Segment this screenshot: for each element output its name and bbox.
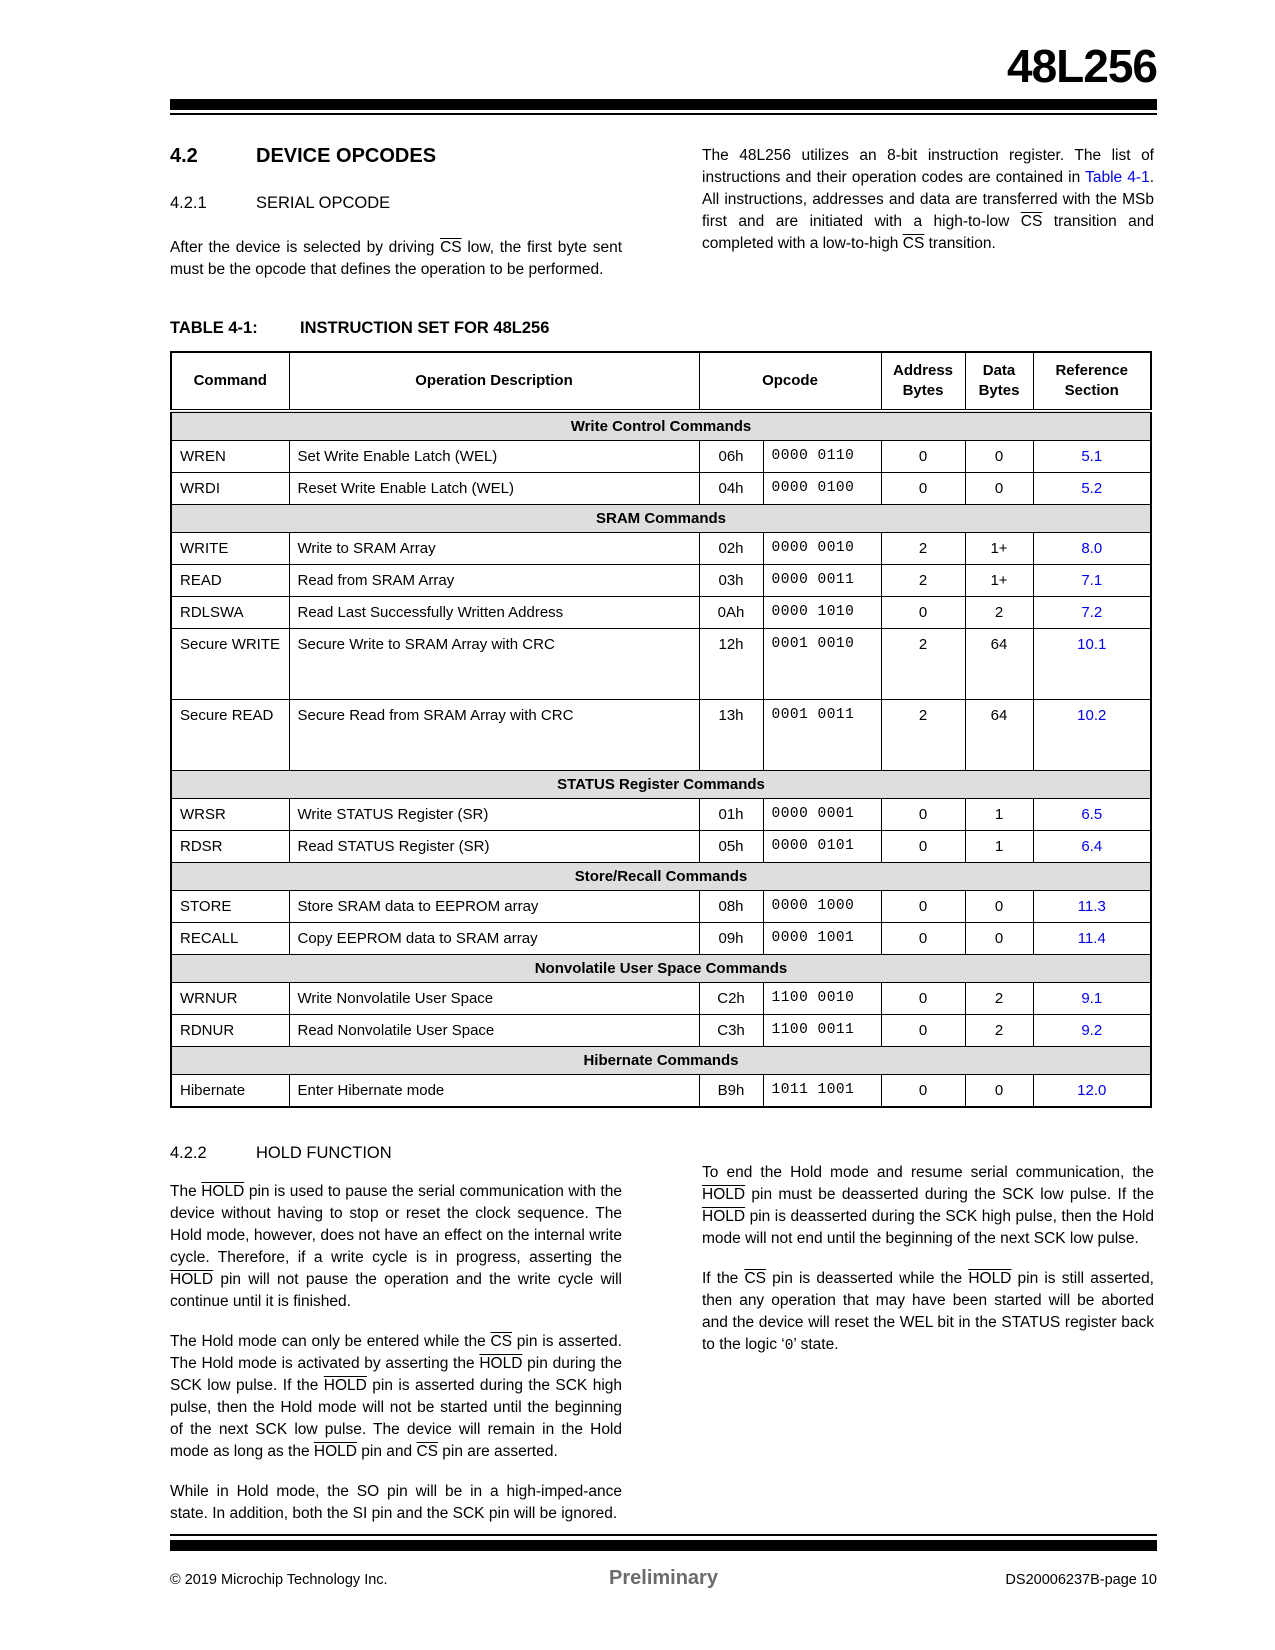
cell-opcode-hex: C3h bbox=[699, 1015, 763, 1047]
cell-opcode-hex: 09h bbox=[699, 923, 763, 955]
table-group-title: Nonvolatile User Space Commands bbox=[171, 955, 1151, 983]
text-run: The 48L256 utilizes an 8-bit instruction register. The list of instructions and their operation codes are contained in bbox=[702, 147, 1154, 187]
signal-cs: $\overline{CS}$ bbox=[490, 1333, 513, 1351]
table-row bbox=[171, 473, 1151, 505]
table-group-title: SRAM Commands bbox=[171, 505, 1151, 533]
cell-address-bytes: 0 bbox=[881, 1075, 965, 1108]
text-run: transition. bbox=[924, 235, 996, 253]
table-row bbox=[171, 799, 1151, 831]
signal-hold: HOLD bbox=[702, 1186, 746, 1204]
cell-opcode-binary: 0000 0001 bbox=[763, 799, 881, 831]
cell-description: Read Last Successfully Written Address bbox=[289, 597, 699, 629]
reference-section-link[interactable]: 12.0 bbox=[1033, 1075, 1151, 1108]
cell-opcode-binary: 0000 1000 bbox=[763, 891, 881, 923]
cell-opcode-hex: 12h bbox=[699, 629, 763, 700]
table-row bbox=[171, 629, 1151, 700]
cell-description: Secure Read from SRAM Array with CRC bbox=[289, 700, 699, 771]
cell-command: WRNUR bbox=[171, 983, 289, 1015]
hold-left-paragraphs bbox=[170, 1181, 622, 1525]
cell-address-bytes: 0 bbox=[881, 441, 965, 473]
body-paragraph bbox=[170, 237, 622, 281]
cell-data-bytes: 64 bbox=[965, 700, 1033, 771]
intro-left-paragraphs bbox=[170, 237, 622, 281]
cell-description: Copy EEPROM data to SRAM array bbox=[289, 923, 699, 955]
table-row bbox=[171, 441, 1151, 473]
hold-right-paragraphs bbox=[702, 1162, 1154, 1357]
text-run: pin is asserted during the SCK high pulse, then the Hold mode will not be started until the beginning of the next SCK low pulse. The device will remain in the Hold mode as long as the bbox=[170, 1377, 623, 1461]
cell-data-bytes: 0 bbox=[965, 923, 1033, 955]
table-group-title: STATUS Register Commands bbox=[171, 771, 1151, 799]
header-rule-thin bbox=[170, 113, 1157, 115]
reference-section-link[interactable]: 6.5 bbox=[1033, 799, 1151, 831]
table-group-title: Store/Recall Commands bbox=[171, 863, 1151, 891]
column-header-opcode: Opcode bbox=[699, 352, 881, 411]
cell-opcode-hex: 08h bbox=[699, 891, 763, 923]
cell-command: RDLSWA bbox=[171, 597, 289, 629]
cell-data-bytes: 1 bbox=[965, 831, 1033, 863]
cell-opcode-binary: 0001 0010 bbox=[763, 629, 881, 700]
signal-cs: $\overline{CS}$ bbox=[440, 239, 462, 257]
section-heading-4-2 bbox=[170, 145, 622, 168]
table-group-row bbox=[171, 955, 1151, 983]
reference-section-link[interactable]: 10.2 bbox=[1033, 700, 1151, 771]
cell-data-bytes: 0 bbox=[965, 441, 1033, 473]
cell-command: RDSR bbox=[171, 831, 289, 863]
body-paragraph bbox=[170, 1181, 622, 1313]
text-run: pin is used to pause the serial communication with the device without having to stop or reset the clock sequence. The Hold mode, however, does not have an effect on the internal write cycle. Therefore, if a write cycle is in progress, asserting the bbox=[170, 1183, 623, 1267]
section-title: DEVICE OPCODES bbox=[256, 145, 437, 168]
table-group-row bbox=[171, 771, 1151, 799]
cell-opcode-binary: 0000 1001 bbox=[763, 923, 881, 955]
text-run: pin is deasserted during the SCK high pulse, then the Hold mode will not end until the beginning of the next SCK low pulse. bbox=[702, 1208, 1154, 1248]
table-row bbox=[171, 1075, 1151, 1108]
section-title: SERIAL OPCODE bbox=[256, 194, 391, 213]
table-row bbox=[171, 1015, 1151, 1047]
cell-data-bytes: 2 bbox=[965, 983, 1033, 1015]
cell-address-bytes: 0 bbox=[881, 983, 965, 1015]
cell-address-bytes: 0 bbox=[881, 891, 965, 923]
cell-data-bytes: 2 bbox=[965, 1015, 1033, 1047]
reference-section-link[interactable]: 6.4 bbox=[1033, 831, 1151, 863]
cell-opcode-binary: 0001 0011 bbox=[763, 700, 881, 771]
footer-status: Preliminary bbox=[609, 1567, 718, 1589]
cell-opcode-hex: C2h bbox=[699, 983, 763, 1015]
section-number: 4.2 bbox=[170, 145, 198, 168]
cell-command: Hibernate bbox=[171, 1075, 289, 1108]
section-number: 4.2.2 bbox=[170, 1144, 207, 1163]
section-heading-4-2-2 bbox=[170, 1144, 622, 1163]
cell-address-bytes: 0 bbox=[881, 1015, 965, 1047]
cell-description: Store SRAM data to EEPROM array bbox=[289, 891, 699, 923]
cell-address-bytes: 2 bbox=[881, 629, 965, 700]
signal-hold: HOLD bbox=[479, 1355, 523, 1373]
cell-description: Write to SRAM Array bbox=[289, 533, 699, 565]
cell-opcode-hex: 01h bbox=[699, 799, 763, 831]
reference-section-link[interactable]: 10.1 bbox=[1033, 629, 1151, 700]
table-group-title: Hibernate Commands bbox=[171, 1047, 1151, 1075]
cell-opcode-binary: 0000 0101 bbox=[763, 831, 881, 863]
cell-description: Write Nonvolatile User Space bbox=[289, 983, 699, 1015]
cell-address-bytes: 0 bbox=[881, 799, 965, 831]
signal-cs: $\overline{CS}$ bbox=[744, 1270, 766, 1288]
text-run: low, the first byte sent must be the opcode that defines the operation to be performed. bbox=[170, 239, 623, 279]
cell-opcode-hex: 03h bbox=[699, 565, 763, 597]
cell-data-bytes: 0 bbox=[965, 1075, 1033, 1108]
column-header-command: Command bbox=[171, 352, 289, 411]
table-header-row bbox=[171, 352, 1151, 411]
cell-data-bytes: 1+ bbox=[965, 565, 1033, 597]
text-run: pin during the SCK low pulse. If the bbox=[170, 1355, 622, 1395]
cell-opcode-hex: 13h bbox=[699, 700, 763, 771]
reference-section-link[interactable]: 11.4 bbox=[1033, 923, 1151, 955]
text-run: pin is deasserted while the bbox=[766, 1270, 969, 1288]
cell-command: READ bbox=[171, 565, 289, 597]
table-row bbox=[171, 831, 1151, 863]
cell-opcode-hex: 02h bbox=[699, 533, 763, 565]
cell-command: RDNUR bbox=[171, 1015, 289, 1047]
cell-command: WRITE bbox=[171, 533, 289, 565]
body-paragraph bbox=[170, 1481, 622, 1525]
signal-cs: $\overline{CS}$ bbox=[902, 235, 925, 253]
table-row bbox=[171, 700, 1151, 771]
page-footer bbox=[170, 1534, 1157, 1590]
cell-command: WREN bbox=[171, 441, 289, 473]
reference-section-link[interactable]: 9.2 bbox=[1033, 1015, 1151, 1047]
signal-hold: HOLD bbox=[313, 1443, 357, 1461]
reference-section-link[interactable]: 5.1 bbox=[1033, 441, 1151, 473]
text-run: The Hold mode can only be entered while the bbox=[170, 1333, 491, 1351]
cell-address-bytes: 2 bbox=[881, 533, 965, 565]
cell-description: Enter Hibernate mode bbox=[289, 1075, 699, 1108]
intro-right-column bbox=[702, 145, 1154, 281]
cell-description: Write STATUS Register (SR) bbox=[289, 799, 699, 831]
footer-doc-id: DS20006237B-page 10 bbox=[1005, 1572, 1157, 1588]
cell-opcode-binary: 0000 0011 bbox=[763, 565, 881, 597]
cell-opcode-hex: B9h bbox=[699, 1075, 763, 1108]
signal-hold: HOLD bbox=[170, 1271, 214, 1289]
page-title: 48L256 bbox=[1006, 40, 1157, 92]
table-caption-label: TABLE 4-1: bbox=[170, 319, 258, 338]
table-row bbox=[171, 565, 1151, 597]
section-number: 4.2.1 bbox=[170, 194, 207, 213]
table-row bbox=[171, 597, 1151, 629]
signal-hold: HOLD bbox=[968, 1270, 1012, 1288]
cell-command: STORE bbox=[171, 891, 289, 923]
intro-left-column bbox=[170, 145, 622, 281]
cross-reference-link[interactable]: Table 4-1 bbox=[1085, 169, 1150, 187]
text-run: ’ state. bbox=[793, 1336, 839, 1354]
cell-address-bytes: 0 bbox=[881, 831, 965, 863]
cell-data-bytes: 2 bbox=[965, 597, 1033, 629]
cell-address-bytes: 0 bbox=[881, 473, 965, 505]
cell-command: WRSR bbox=[171, 799, 289, 831]
cell-opcode-binary: 0000 0100 bbox=[763, 473, 881, 505]
cell-address-bytes: 0 bbox=[881, 597, 965, 629]
cell-data-bytes: 0 bbox=[965, 891, 1033, 923]
text-run: transition and completed with a low-to-high bbox=[702, 213, 1154, 253]
table-group-row bbox=[171, 863, 1151, 891]
hold-right-column bbox=[702, 1144, 1154, 1525]
instruction-set-table bbox=[170, 351, 1152, 1108]
table-row bbox=[171, 983, 1151, 1015]
cell-data-bytes: 1 bbox=[965, 799, 1033, 831]
cell-description: Reset Write Enable Latch (WEL) bbox=[289, 473, 699, 505]
column-header-description: Operation Description bbox=[289, 352, 699, 411]
table-group-row bbox=[171, 411, 1151, 441]
table-row bbox=[171, 923, 1151, 955]
footer-rule-thick bbox=[170, 1540, 1157, 1551]
text-run: pin and bbox=[356, 1443, 417, 1461]
cell-command: Secure READ bbox=[171, 700, 289, 771]
cell-opcode-binary: 1100 0010 bbox=[763, 983, 881, 1015]
cell-opcode-hex: 06h bbox=[699, 441, 763, 473]
body-paragraph bbox=[170, 1331, 622, 1463]
logic-value: 0 bbox=[784, 1338, 794, 1355]
text-run: The bbox=[170, 1183, 202, 1201]
cell-data-bytes: 1+ bbox=[965, 533, 1033, 565]
cell-opcode-binary: 0000 1010 bbox=[763, 597, 881, 629]
cell-description: Secure Write to SRAM Array with CRC bbox=[289, 629, 699, 700]
header-rule bbox=[170, 99, 1157, 115]
section-heading-4-2-1 bbox=[170, 194, 622, 213]
instruction-table-block bbox=[170, 319, 1157, 1108]
table-group-row bbox=[171, 1047, 1151, 1075]
footer-copyright: © 2019 Microchip Technology Inc. bbox=[170, 1572, 388, 1588]
body-paragraph bbox=[702, 1162, 1154, 1250]
table-row bbox=[171, 891, 1151, 923]
body-paragraph bbox=[702, 1268, 1154, 1357]
signal-hold: HOLD bbox=[323, 1377, 367, 1395]
cell-data-bytes: 0 bbox=[965, 473, 1033, 505]
cell-opcode-binary: 0000 0110 bbox=[763, 441, 881, 473]
header-rule-thick bbox=[170, 99, 1157, 110]
cell-address-bytes: 2 bbox=[881, 565, 965, 597]
text-run: After the device is selected by driving bbox=[170, 239, 441, 257]
cell-opcode-hex: 04h bbox=[699, 473, 763, 505]
cell-command: RECALL bbox=[171, 923, 289, 955]
text-run: pin is still asserted, then any operation that may have been started will be aborted and the device will reset the WEL bit in the STATUS register back to the logic ‘ bbox=[702, 1270, 1154, 1354]
text-run: . All instructions, addresses and data are transferred with the MSb first and are initiated with a high-to-low bbox=[702, 169, 1155, 231]
column-header-reference-section: Reference Section bbox=[1033, 352, 1151, 411]
cell-description: Read STATUS Register (SR) bbox=[289, 831, 699, 863]
text-run: pin must be deasserted during the SCK low pulse. If the bbox=[745, 1186, 1154, 1204]
cell-description: Read from SRAM Array bbox=[289, 565, 699, 597]
table-caption-title: INSTRUCTION SET FOR 48L256 bbox=[300, 319, 550, 338]
column-header-address-bytes: Address Bytes bbox=[881, 352, 965, 411]
cell-description: Read Nonvolatile User Space bbox=[289, 1015, 699, 1047]
cell-address-bytes: 2 bbox=[881, 700, 965, 771]
cell-command: Secure WRITE bbox=[171, 629, 289, 700]
cell-address-bytes: 0 bbox=[881, 923, 965, 955]
signal-cs: $\overline{CS}$ bbox=[1020, 213, 1043, 231]
reference-section-link[interactable]: 9.1 bbox=[1033, 983, 1151, 1015]
text-run: To end the Hold mode and resume serial communication, the bbox=[702, 1164, 1154, 1182]
intro-right-paragraphs bbox=[702, 145, 1154, 255]
text-run: pin will not pause the operation and the write cycle will continue until it is finished. bbox=[170, 1271, 622, 1311]
signal-cs: $\overline{CS}$ bbox=[416, 1443, 438, 1461]
cell-command: WRDI bbox=[171, 473, 289, 505]
table-caption bbox=[170, 319, 1157, 338]
cell-opcode-binary: 1100 0011 bbox=[763, 1015, 881, 1047]
reference-section-link[interactable]: 7.1 bbox=[1033, 565, 1151, 597]
table-row bbox=[171, 533, 1151, 565]
body-paragraph bbox=[702, 145, 1154, 255]
cell-opcode-binary: 1011 1001 bbox=[763, 1075, 881, 1108]
reference-section-link[interactable]: 8.0 bbox=[1033, 533, 1151, 565]
reference-section-link[interactable]: 11.3 bbox=[1033, 891, 1151, 923]
section-title: HOLD FUNCTION bbox=[256, 1144, 392, 1163]
hold-function-section bbox=[170, 1144, 1157, 1525]
footer-rule-thin bbox=[170, 1534, 1157, 1536]
table-group-row bbox=[171, 505, 1151, 533]
text-run: pin is asserted. The Hold mode is activated by asserting the bbox=[170, 1333, 622, 1373]
cell-opcode-hex: 0Ah bbox=[699, 597, 763, 629]
cell-description: Set Write Enable Latch (WEL) bbox=[289, 441, 699, 473]
reference-section-link[interactable]: 5.2 bbox=[1033, 473, 1151, 505]
hold-left-column bbox=[170, 1144, 622, 1525]
cell-data-bytes: 64 bbox=[965, 629, 1033, 700]
text-run: While in Hold mode, the SO pin will be in a high-imped-ance state. In addition, both the SI pin and the SCK pin will be ignored. bbox=[170, 1483, 622, 1523]
table-group-title: Write Control Commands bbox=[171, 411, 1151, 441]
signal-hold: HOLD bbox=[702, 1208, 746, 1226]
text-run: pin are asserted. bbox=[438, 1443, 558, 1461]
cell-opcode-binary: 0000 0010 bbox=[763, 533, 881, 565]
intro-section bbox=[170, 145, 1157, 281]
text-run: If the bbox=[702, 1270, 745, 1288]
reference-section-link[interactable]: 7.2 bbox=[1033, 597, 1151, 629]
signal-hold: HOLD bbox=[201, 1183, 245, 1201]
column-header-data-bytes: Data Bytes bbox=[965, 352, 1033, 411]
cell-opcode-hex: 05h bbox=[699, 831, 763, 863]
